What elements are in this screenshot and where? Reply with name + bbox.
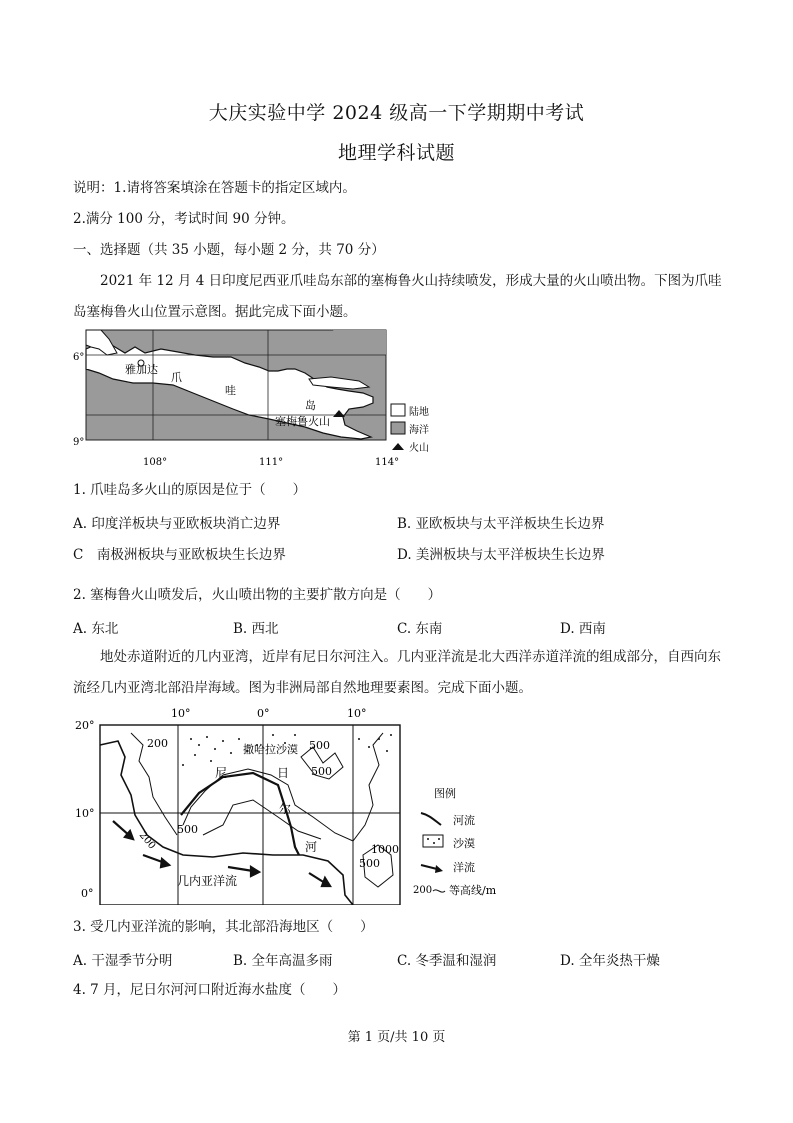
contour-500c: 500 (177, 823, 198, 836)
q1-option-a[interactable]: A. 印度洋板块与亚欧板块消亡边界 (73, 516, 281, 532)
legend-volcano-icon (392, 443, 404, 450)
lon-e10: 10° (347, 707, 367, 720)
lon-108: 108° (143, 457, 168, 468)
desert-label: 撒哈拉沙漠 (243, 743, 298, 756)
contour-200b: 200 (136, 829, 158, 852)
legend-desert: 沙漠 (453, 837, 475, 850)
label-wa: 哇 (225, 384, 236, 397)
q1-option-b[interactable]: B. 亚欧板块与太平洋板块生长边界 (397, 516, 605, 532)
lat-9: 9° (73, 437, 85, 448)
q2-option-a[interactable]: A. 东北 (73, 621, 119, 637)
contour-500b: 500 (311, 765, 332, 778)
lat-6: 6° (73, 352, 85, 363)
legend-volcano: 火山 (409, 443, 429, 454)
legend-title: 图例 (434, 787, 456, 800)
lon-111: 111° (259, 457, 284, 468)
contour-500a: 500 (309, 739, 330, 752)
lat-0: 0° (81, 887, 94, 900)
exam-title: 大庆实验中学 2024 级高一下学期期中考试 (208, 102, 585, 124)
legend-river: 河流 (453, 814, 475, 827)
legend-contour: 等高线/m (449, 884, 497, 897)
label-ri: 日 (277, 766, 290, 780)
legend-sea-swatch (391, 422, 405, 434)
lon-0: 0° (257, 707, 270, 720)
volcano-label: 塞梅鲁火山 (275, 415, 330, 428)
label-he: 河 (305, 840, 318, 854)
q3-option-b[interactable]: B. 全年高温多雨 (233, 953, 333, 969)
label-er: 尔 (279, 802, 292, 816)
legend-land: 陆地 (409, 407, 429, 418)
africa-map (73, 705, 503, 905)
q2-option-c[interactable]: C. 东南 (397, 621, 443, 637)
lon-w10: 10° (171, 707, 191, 720)
legend-current-icon (421, 865, 437, 869)
passage-2: 地处赤道附近的几内亚湾，近岸有尼日尔河注入。几内亚洋流是北大西洋赤道洋流的组成部分，自西向东流经几内亚湾北部沿岸海域。图为非洲局部自然地理要素图。完成下面小题。 (73, 649, 721, 696)
q3-stem: 3. 受几内亚洋流的影响，其北部沿海地区（ ） (73, 919, 374, 935)
q3-option-d[interactable]: D. 全年炎热干燥 (560, 953, 660, 969)
lat-20: 20° (75, 719, 95, 732)
q1-option-c[interactable]: C 南极洲板块与亚欧板块生长边界 (73, 547, 286, 563)
legend-current: 洋流 (453, 861, 475, 874)
q2-option-b[interactable]: B. 西北 (233, 621, 279, 637)
lat-10: 10° (75, 807, 95, 820)
label-zhua: 爪 (171, 371, 182, 384)
page-footer: 第 1 页/共 10 页 (347, 1030, 446, 1045)
legend-river-icon (421, 813, 441, 825)
contour-500d: 500 (359, 857, 380, 870)
java-volcano-map (73, 327, 443, 475)
q4-stem: 4. 7 月，尼日尔河河口附近海水盐度（ ） (73, 982, 347, 998)
q3-option-a[interactable]: A. 干湿季节分明 (73, 953, 173, 969)
exam-subtitle: 地理学科试题 (337, 142, 455, 164)
q2-stem: 2. 塞梅鲁火山喷发后，火山喷出物的主要扩散方向是（ ） (73, 587, 442, 603)
passage-1: 2021 年 12 月 4 日印度尼西亚爪哇岛东部的塞梅鲁火山持续喷发，形成大量的火山喷出物。下图为爪哇岛塞梅鲁火山位置示意图。据此完成下面小题。 (73, 273, 722, 320)
lon-114: 114° (375, 457, 400, 468)
legend-contour-num: 200 (413, 885, 433, 896)
q1-stem: 1. 爪哇岛多火山的原因是位于（ ） (73, 482, 307, 498)
city-label: 雅加达 (125, 363, 158, 376)
contour-1000: 1000 (371, 843, 399, 856)
legend-desert-icon (423, 835, 443, 847)
current-label: 几内亚洋流 (177, 874, 238, 888)
q3-option-c[interactable]: C. 冬季温和湿润 (397, 953, 497, 969)
instruction-line-1: 说明：1.请将答案填涂在答题卡的指定区域内。 (73, 180, 356, 196)
section-heading: 一、选择题（共 35 小题，每小题 2 分，共 70 分） (73, 242, 385, 258)
legend-land-swatch (391, 404, 405, 416)
label-dao: 岛 (305, 399, 316, 412)
contour-200a: 200 (147, 737, 168, 750)
instruction-line-2: 2.满分 100 分，考试时间 90 分钟。 (73, 211, 295, 227)
label-ni: 尼 (215, 766, 228, 780)
legend-sea: 海洋 (409, 425, 429, 436)
q2-option-d[interactable]: D. 西南 (560, 621, 606, 637)
q1-option-d[interactable]: D. 美洲板块与太平洋板块生长边界 (397, 547, 605, 563)
